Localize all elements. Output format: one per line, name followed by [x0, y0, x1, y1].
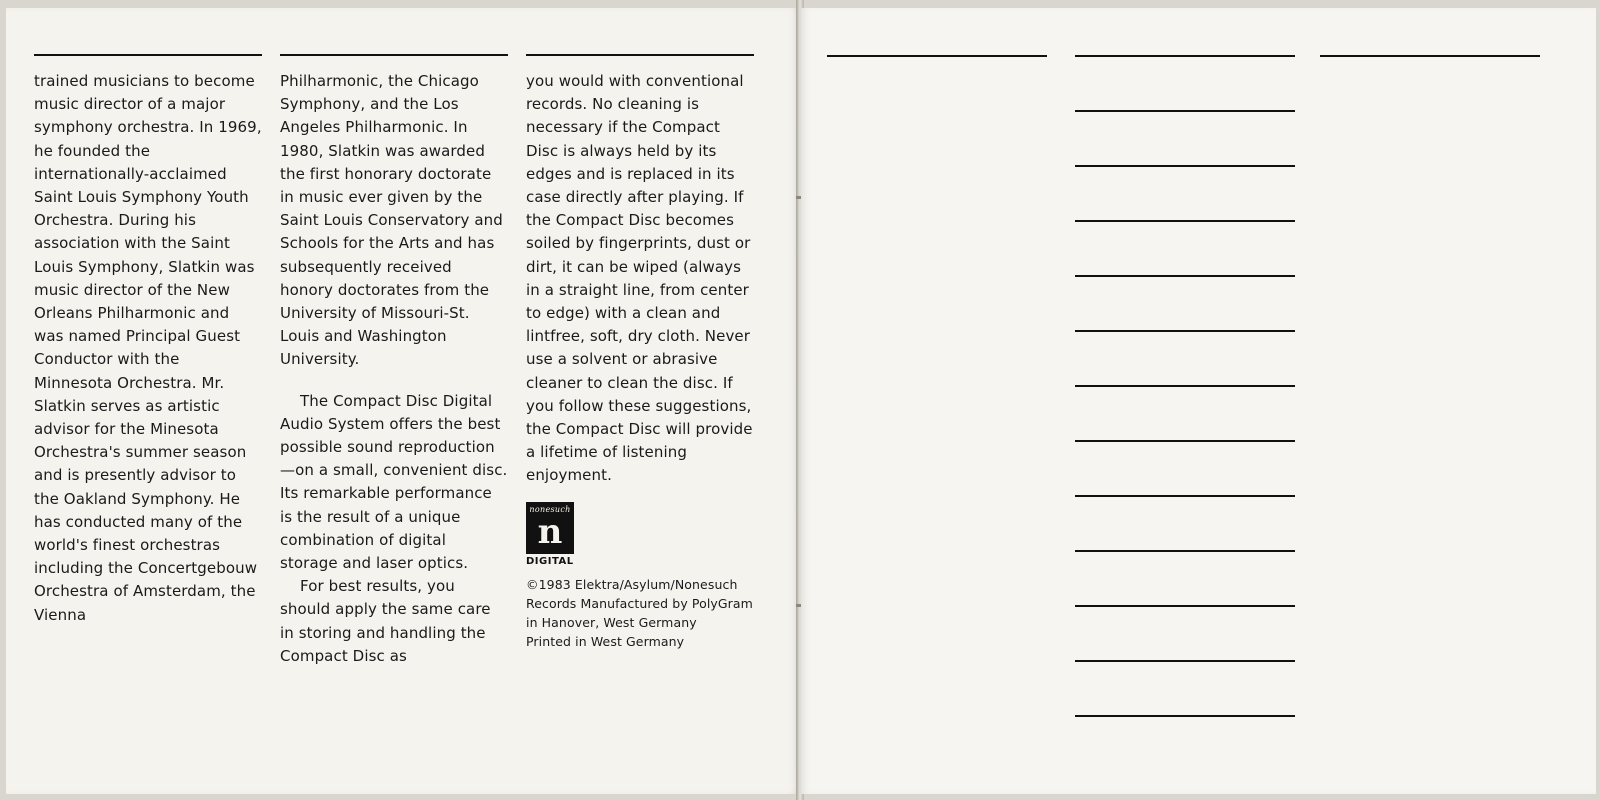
- blank-rule: [1075, 220, 1295, 222]
- nonesuch-logo-icon: [526, 502, 574, 554]
- blank-rule-top-left: [827, 55, 1047, 57]
- left-page: [6, 8, 798, 794]
- blank-rule: [1075, 110, 1295, 112]
- column-rule: [526, 54, 754, 56]
- blank-rule-top-middle: [1075, 55, 1295, 57]
- column-2-paragraph-3: For best results, you should apply the same care in storing and handling the Compact Disc as: [280, 577, 491, 665]
- blank-rule: [1075, 440, 1295, 442]
- blank-rule: [1075, 660, 1295, 662]
- blank-rule: [1075, 605, 1295, 607]
- printed-line: Printed in West Germany: [526, 633, 685, 649]
- logo-digital-label: DIGITAL: [526, 555, 574, 567]
- nonesuch-digital-logo: [526, 502, 576, 567]
- logo-letter: n: [537, 511, 563, 552]
- right-page: [801, 8, 1596, 794]
- column-rule: [280, 54, 508, 56]
- blank-rule: [1075, 275, 1295, 277]
- text-column-3: [526, 54, 754, 651]
- blank-rule: [1075, 330, 1295, 332]
- text-column-2: [280, 54, 508, 668]
- blank-rule: [1075, 165, 1295, 167]
- blank-rule: [1075, 715, 1295, 717]
- column-1-paragraph-1: trained musicians to become music director of a major symphony orchestra. In 1969, he founded the internationally-acclaimed Saint Louis Symphony Youth Orchestra. During his association with the Saint Louis Symphony, Slatkin was music director of the New Orleans Philharmonic and was named Principal Guest Conductor with the Minnesota Orchestra. Mr. Slatkin serves as artistic advisor for the Minesota Orchestra's summer season and is presently advisor to the Oakland Symphony. He has conducted many of the world's finest orchestras including the Concertgebouw Orchestra of Amsterdam, the Vienna: [34, 72, 262, 624]
- credits-block: [526, 575, 754, 651]
- blank-rule: [1075, 385, 1295, 387]
- copyright-line: ©1983 Elektra/Asylum/Nonesuch Records Manufactured by PolyGram in Hanover, West Germany: [526, 576, 753, 630]
- logo-wordmark: nonesuch: [529, 504, 571, 514]
- blank-rule-top-right: [1320, 55, 1540, 57]
- blank-rule: [1075, 495, 1295, 497]
- column-rule: [34, 54, 262, 56]
- column-2-paragraph-2: The Compact Disc Digital Audio System offers the best possible sound reproduction—on a small, convenient disc. Its remarkable performance is the result of a unique combination of digital storage and laser optics.: [280, 391, 508, 573]
- column-3-paragraph-1: you would with conventional records. No cleaning is necessary if the Compact Disc is always held by its edges and is replaced in its case directly after playing. If the Compact Disc becomes soiled by fingerprints, dust or dirt, it can be wiped (always in a straight line, from center to edge) with a clean and lintfree, soft, dry cloth. Never use a solvent or abrasive cleaner to clean the disc. If you follow these suggestions, the Compact Disc will provide a lifetime of listening enjoyment.: [526, 72, 753, 485]
- blank-rule: [1075, 550, 1295, 552]
- column-2-paragraph-1: Philharmonic, the Chicago Symphony, and the Los Angeles Philharmonic. In 1980, Slatkin was awarded the first honorary doctorate in music ever given by the Saint Louis Conservatory and Schools for the Arts and has subsequently received honory doctorates from the University of Missouri-St. Louis and Washington University.: [280, 72, 503, 369]
- text-column-1: [34, 54, 262, 627]
